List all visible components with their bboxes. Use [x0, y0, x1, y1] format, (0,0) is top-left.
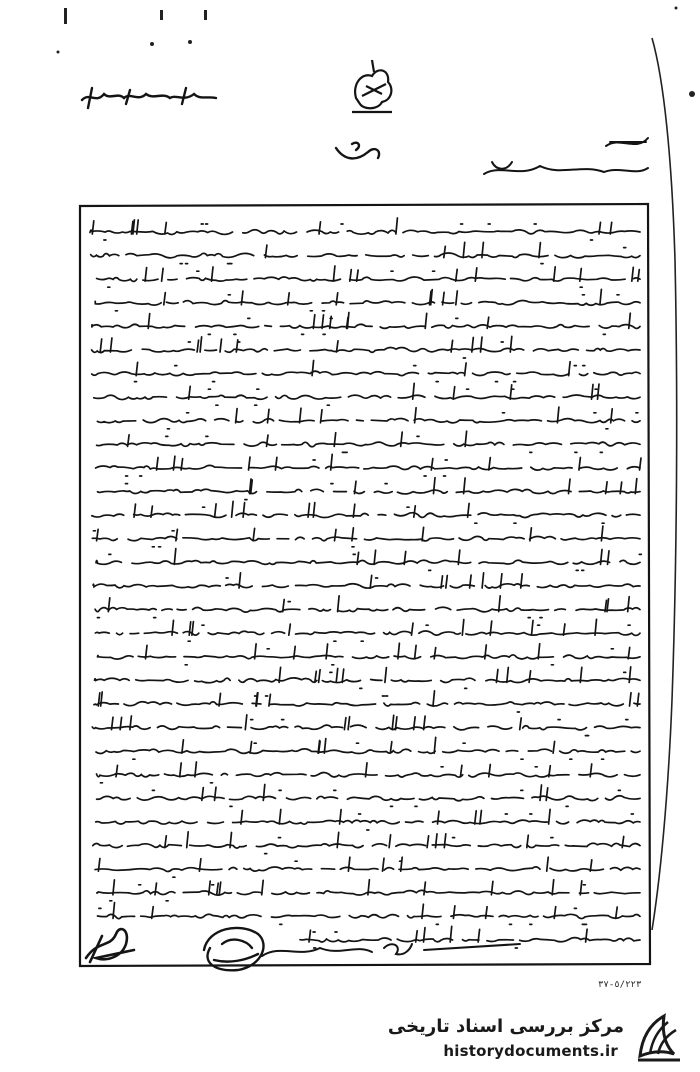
handwriting-stroke: [165, 223, 167, 235]
handwriting-stroke: [243, 503, 245, 518]
handwriting-stroke: [165, 836, 167, 848]
handwriting-stroke: [529, 671, 531, 683]
handwriting-stroke: [425, 313, 427, 328]
handwriting-stroke: [532, 621, 534, 636]
handwriting-stroke: [100, 339, 102, 352]
handwriting-stroke: [444, 834, 446, 848]
handwriting-stroke: [250, 742, 252, 754]
handwriting-stroke: [553, 742, 555, 754]
handwriting-stroke: [333, 266, 335, 281]
handwriting-stroke: [262, 880, 264, 895]
handwriting-stroke: [145, 268, 147, 282]
handwriting-stroke: [415, 645, 417, 659]
handwriting-stroke: [412, 623, 414, 635]
handwriting-stroke: [268, 409, 270, 423]
handwriting-stroke: [462, 620, 464, 636]
scan-specks: [57, 7, 696, 98]
handwriting-stroke: [396, 218, 398, 234]
handwriting-stroke: [475, 811, 477, 824]
handwriting-stroke: [319, 222, 321, 234]
handwriting-stroke: [197, 340, 199, 352]
handwriting-line: [92, 371, 640, 376]
handwriting-stroke: [180, 763, 182, 777]
handwriting-stroke: [212, 267, 214, 281]
handwriting-line: [98, 914, 641, 918]
handwriting-stroke: [289, 624, 291, 635]
handwriting-stroke: [554, 267, 556, 281]
handwriting-stroke: [475, 268, 477, 281]
handwriting-stroke: [253, 528, 255, 540]
handwriting-lines: [90, 218, 641, 948]
handwriting-stroke: [451, 340, 453, 352]
handwriting-line: [92, 725, 640, 730]
handwriting-stroke: [174, 549, 176, 565]
handwriting-stroke: [172, 620, 174, 635]
handwriting-stroke: [446, 576, 448, 589]
handwriting-stroke: [482, 573, 484, 588]
date-scribble: [82, 88, 216, 108]
handwriting-line: [93, 584, 640, 588]
handwriting-line: [95, 301, 640, 306]
handwriting-stroke: [485, 645, 487, 659]
handwriting-stroke: [434, 648, 436, 659]
site-title: مرکز بررسی اسناد تاریخی: [387, 1016, 624, 1037]
handwriting-stroke: [549, 809, 551, 824]
handwriting-stroke: [414, 506, 416, 517]
handwriting-stroke: [540, 785, 542, 800]
right-margin-line: [652, 38, 677, 930]
handwriting-stroke: [374, 550, 376, 564]
handwriting-stroke: [335, 530, 337, 541]
handwriting-stroke: [338, 596, 340, 612]
handwriting-stroke: [507, 668, 509, 683]
handwriting-stroke: [326, 644, 328, 659]
handwriting-stroke: [489, 765, 491, 777]
handwriting-stroke: [510, 385, 512, 399]
handwriting-line: [96, 560, 640, 564]
handwriting-line: [97, 796, 640, 801]
handwriting-line: [95, 607, 640, 612]
handwriting-stroke: [453, 906, 455, 919]
handwriting-stroke: [312, 361, 314, 376]
handwriting-stroke: [370, 575, 372, 588]
handwriting-line: [94, 702, 640, 706]
handwriting-stroke: [101, 692, 103, 706]
handwriting-stroke: [344, 718, 346, 730]
handwriting-stroke: [200, 337, 202, 352]
handwriting-stroke: [500, 574, 502, 588]
handwriting-stroke: [182, 740, 184, 753]
header-lines: [484, 138, 648, 174]
handwriting-stroke: [245, 715, 247, 730]
handwriting-stroke: [434, 478, 436, 494]
handwriting-line: [97, 277, 640, 281]
handwriting-stroke: [164, 293, 166, 305]
handwriting-line: [96, 465, 640, 470]
handwriting-line: [97, 772, 641, 777]
handwriting-stroke: [413, 383, 415, 399]
handwriting-stroke: [438, 811, 440, 824]
signature-left: [86, 929, 134, 962]
handwriting-stroke: [616, 907, 618, 918]
handwriting-line: [94, 395, 640, 400]
handwriting-line: [90, 230, 640, 235]
handwriting-line: [92, 324, 640, 328]
handwriting-stroke: [217, 883, 219, 895]
handwriting-stroke: [486, 907, 488, 919]
handwriting-stroke: [552, 880, 554, 895]
handwriting-line: [95, 631, 640, 635]
handwriting-stroke: [220, 339, 222, 352]
document-code: ٥/٢٢٣-٣٧: [598, 980, 642, 990]
handwriting-stroke: [456, 291, 458, 305]
handwriting-line: [300, 938, 640, 942]
handwriting-stroke: [348, 717, 350, 730]
handwriting-stroke: [401, 432, 403, 446]
handwriting-stroke: [336, 669, 338, 683]
handwriting-line: [98, 489, 641, 494]
handwriting-stroke: [275, 457, 277, 470]
handwriting-stroke: [547, 857, 549, 871]
handwriting-stroke: [480, 811, 482, 825]
handwriting-stroke: [187, 832, 189, 848]
handwriting-line: [96, 749, 640, 754]
handwriting-stroke: [219, 882, 221, 895]
signature-closing: [262, 944, 520, 956]
handwriting-stroke: [520, 718, 522, 730]
handwriting-stroke: [630, 693, 632, 706]
signature-middle: [204, 928, 264, 970]
handwriting-line: [98, 655, 641, 659]
handwriting-line: [95, 678, 641, 683]
handwriting-stroke: [481, 337, 483, 352]
handwriting-stroke: [433, 691, 435, 706]
handwriting-stroke: [598, 384, 600, 399]
site-url: historydocuments.ir: [443, 1042, 618, 1060]
handwriting-line: [97, 442, 640, 447]
handwriting-stroke: [444, 246, 446, 257]
handwriting-stroke: [348, 857, 350, 871]
handwriting-stroke: [232, 501, 234, 517]
handwriting-line: [91, 253, 640, 258]
handwriting-line: [93, 843, 640, 848]
handwriting-line: [92, 513, 640, 518]
handwriting-stroke: [385, 668, 387, 683]
handwriting-stroke: [392, 715, 394, 729]
handwriting-stroke: [337, 832, 339, 847]
handwriting-stroke: [424, 882, 426, 895]
crest-emblem: [352, 60, 392, 112]
handwriting-stroke: [546, 788, 548, 801]
handwriting-line: [95, 867, 640, 872]
handwriting-line: [97, 419, 640, 423]
handwriting-stroke: [465, 363, 467, 376]
handwriting-stroke: [116, 765, 118, 777]
handwriting-stroke: [110, 338, 112, 352]
handwriting-stroke: [456, 269, 458, 281]
handwriting-line: [96, 820, 640, 824]
handwriting-stroke: [601, 550, 603, 565]
handwriting-stroke: [215, 504, 217, 517]
handwriting-stroke: [600, 289, 602, 305]
handwriting-line: [92, 536, 640, 541]
handwriting-stroke: [155, 883, 157, 895]
book-pages-icon: [632, 1010, 688, 1066]
handwriting-stroke: [422, 527, 424, 540]
handwriting-stroke: [279, 810, 281, 825]
handwriting-stroke: [453, 387, 455, 400]
handwriting-stroke: [319, 670, 321, 683]
handwriting-stroke: [427, 836, 429, 848]
handwriting-stroke: [628, 648, 630, 659]
page-number-mark: [336, 143, 379, 159]
handwriting-stroke: [415, 408, 417, 423]
handwriting-stroke: [162, 268, 164, 281]
handwriting-stroke: [628, 597, 630, 612]
handwriting-stroke: [489, 458, 491, 470]
handwriting-stroke: [586, 929, 588, 942]
handwriting-stroke: [463, 242, 465, 257]
handwriting-stroke: [539, 243, 541, 258]
handwriting-stroke: [389, 835, 391, 848]
handwriting-line: [92, 347, 640, 352]
